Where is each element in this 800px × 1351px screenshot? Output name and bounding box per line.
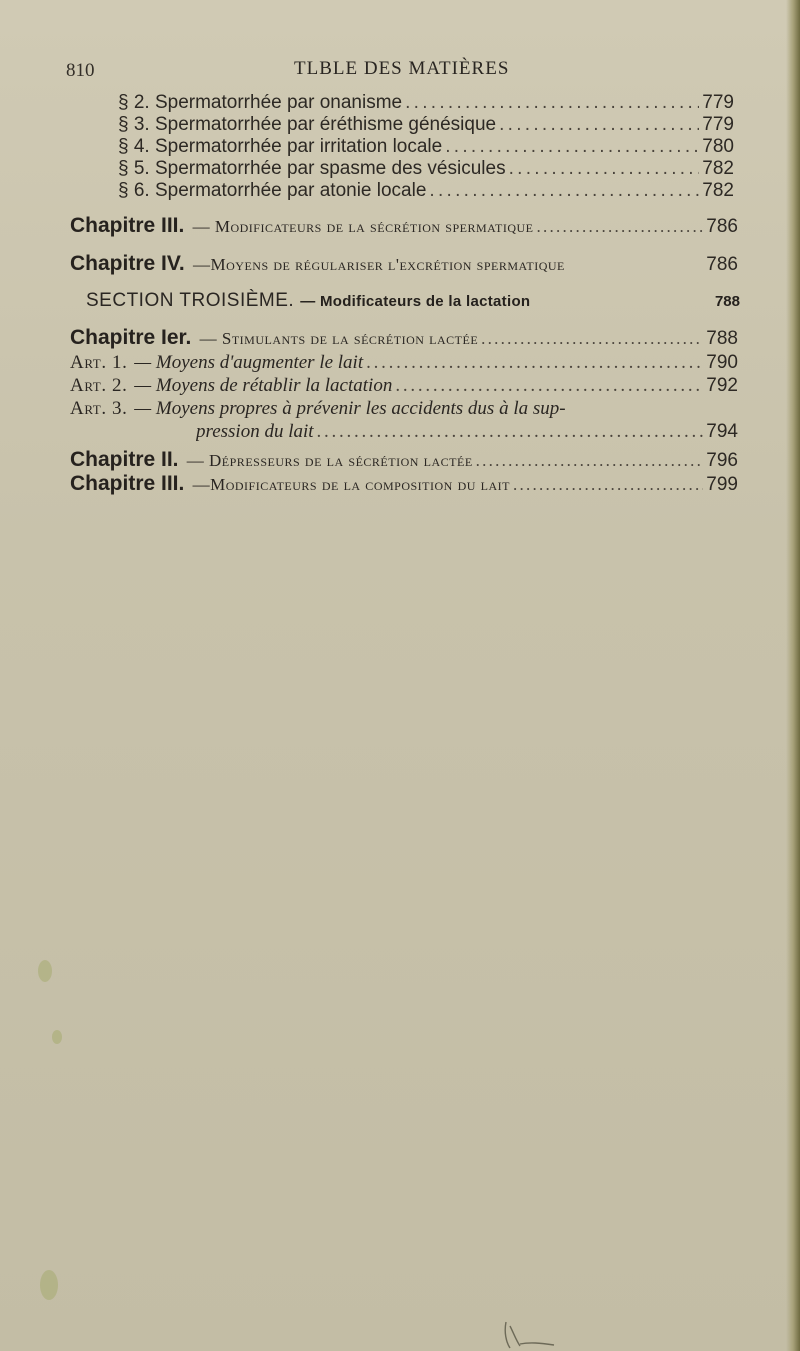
article-number: Art. 1. <box>70 352 128 373</box>
page-edge-shadow <box>786 0 800 1351</box>
toc-entry-article-1 <box>70 352 738 374</box>
page-number: 810 <box>66 60 95 81</box>
entry-label: § 4. Spermatorrhée par irritation locale <box>118 136 443 157</box>
chapter-title: — Stimulants de la sécrétion lactée <box>199 329 479 348</box>
section-heading <box>86 290 740 312</box>
article-number: Art. 3. <box>70 398 128 419</box>
dot-leader <box>499 114 699 136</box>
section-subtitle: — Modificateurs de la lactation <box>300 293 531 310</box>
page-header <box>66 56 746 84</box>
entry-label: § 3. Spermatorrhée par éréthisme génésique <box>118 114 497 135</box>
toc-entry-chapter-3 <box>70 214 738 238</box>
toc-entry-chapter-2 <box>70 448 738 472</box>
dot-leader <box>509 158 700 180</box>
dot-leader <box>395 375 703 397</box>
chapter-number: Chapitre III. <box>70 472 185 495</box>
entry-page: 779 <box>702 114 734 135</box>
article-number: Art. 2. <box>70 375 128 396</box>
entry-page: 790 <box>706 352 738 373</box>
paper-stain <box>52 1030 62 1044</box>
dot-leader <box>481 329 703 349</box>
toc-entry-section-3 <box>118 114 734 136</box>
entry-page: 786 <box>706 216 738 237</box>
chapter-number: Chapitre IV. <box>70 252 185 275</box>
article-title-continued: pression du lait <box>196 421 314 442</box>
paper-stain <box>38 960 52 982</box>
entry-label: § 6. Spermatorrhée par atonie locale <box>118 180 427 201</box>
dot-leader <box>429 180 699 202</box>
entry-page: 779 <box>702 92 734 113</box>
dot-leader <box>537 217 704 237</box>
entry-page: 786 <box>706 254 738 275</box>
toc-entry-section-5 <box>118 158 734 180</box>
article-title: — Moyens de rétablir la lactation <box>134 375 393 396</box>
chapter-title: —Moyens de régulariser l'excrétion spermatique <box>193 255 565 274</box>
chapter-title: —Modificateurs de la composition du lait <box>192 475 510 494</box>
entry-page: 780 <box>702 136 734 157</box>
section-title: SECTION TROISIÈME. <box>86 290 295 311</box>
entry-page: 792 <box>706 375 738 396</box>
paper-stain <box>40 1270 58 1300</box>
entry-page: 799 <box>706 474 738 495</box>
dot-leader <box>445 136 699 158</box>
toc-entry-section-4 <box>118 136 734 158</box>
toc-entry-article-3 <box>70 398 738 420</box>
article-title: — Moyens propres à prévenir les accidents dus à la sup- <box>134 398 566 419</box>
toc-entry-chapter-1 <box>70 326 738 350</box>
dot-leader <box>366 352 703 374</box>
entry-page: 788 <box>714 293 740 310</box>
toc-entry-article-3-continued <box>196 421 738 443</box>
chapter-title: — Modificateurs de la sécrétion spermatique <box>192 217 534 236</box>
chapter-title: — Dépresseurs de la sécrétion lactée <box>186 451 473 470</box>
dot-leader <box>405 92 699 114</box>
toc-entry-section-6 <box>118 180 734 202</box>
article-title: — Moyens d'augmenter le lait <box>134 352 364 373</box>
toc-entry-article-2 <box>70 375 738 397</box>
running-title: TLBLE DES MATIÈRES <box>294 58 510 79</box>
pencil-mark-icon <box>500 1318 560 1350</box>
chapter-number: Chapitre Ier. <box>70 326 192 349</box>
chapter-number: Chapitre III. <box>70 214 185 237</box>
entry-page: 782 <box>702 180 734 201</box>
toc-entry-chapter-3-lait <box>70 472 738 496</box>
dot-leader <box>513 475 703 495</box>
dot-leader <box>476 451 704 471</box>
chapter-number: Chapitre II. <box>70 448 179 471</box>
entry-label: § 2. Spermatorrhée par onanisme <box>118 92 403 113</box>
entry-page: 782 <box>702 158 734 179</box>
toc-entry-chapter-4 <box>70 252 738 276</box>
entry-page: 796 <box>706 450 738 471</box>
entry-page: 788 <box>706 328 738 349</box>
entry-label: § 5. Spermatorrhée par spasme des vésicules <box>118 158 506 179</box>
entry-page: 794 <box>706 421 738 442</box>
toc-entry-section-2 <box>118 92 734 114</box>
dot-leader <box>317 421 704 443</box>
